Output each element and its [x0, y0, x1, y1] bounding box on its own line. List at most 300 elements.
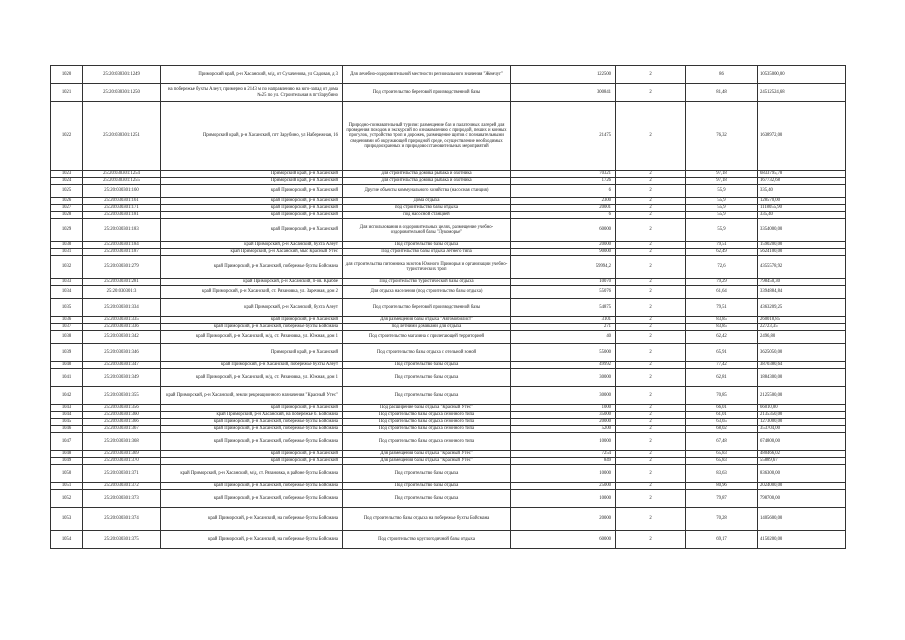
cadastral-value-cell: 5624100,00: [758, 249, 846, 256]
category-cell: 2: [616, 171, 686, 178]
address-cell: край Приморский, р-н Хасанский: [161, 317, 343, 324]
table-row: [51, 185, 846, 198]
row-number-cell: 1022: [51, 102, 83, 171]
cadastral-value-cell: 480466,02: [758, 451, 846, 458]
cadastral-value-cell: 260018,85: [758, 317, 846, 324]
permitted-use-cell: Под строительство базы отдыха: [343, 362, 511, 369]
category-cell: 2: [616, 369, 686, 387]
category-cell: 2: [616, 405, 686, 412]
row-number-cell: 1020: [51, 66, 83, 84]
address-cell: край Приморский, р-н Хасанский, на побережье б. Бойсмана: [161, 412, 343, 419]
cadastral-number-cell: 25:20:030301:334: [83, 299, 161, 317]
area-cell: 20000: [511, 508, 616, 531]
cadastral-value-cell: 4363209,25: [758, 299, 846, 317]
table-row: [51, 324, 846, 331]
cadastral-value-cell: 2125500,00: [758, 387, 846, 405]
category-cell: 2: [616, 419, 686, 426]
address-cell: край Приморский, р-н Хасанский: [161, 458, 343, 465]
row-number-cell: 1041: [51, 369, 83, 387]
cadastral-value-cell: 24512524,68: [758, 84, 846, 102]
category-cell: 2: [616, 279, 686, 286]
address-cell: край Приморский, р-н Хасанский: [161, 185, 343, 198]
cadastral-number-cell: 25:20:030301:1255: [83, 178, 161, 185]
address-cell: край Приморский, р-н Хасанский: [161, 198, 343, 205]
address-cell: край Приморский, р-н Хасанский, на побережье бухты Бойсмана: [161, 531, 343, 549]
specific-value-cell: 81,48: [686, 84, 758, 102]
permitted-use-cell: под насосной станцией: [343, 212, 511, 219]
area-cell: 3101: [511, 317, 616, 324]
table-body: [51, 66, 846, 549]
area-cell: 1726: [511, 178, 616, 185]
cadastral-number-cell: 25:20:030301:161: [83, 198, 161, 205]
table-row: [51, 387, 846, 405]
cadastral-number-cell: 25:20:030301:1250: [83, 84, 161, 102]
table-row: [51, 405, 846, 412]
specific-value-cell: 55,9: [686, 185, 758, 198]
cadastral-value-cell: 3625050,00: [758, 344, 846, 362]
cadastral-number-cell: 25:20:030301:374: [83, 508, 161, 531]
address-cell: край Приморский, р-н Хасанский, побережье бухты Бойсмана: [161, 324, 343, 331]
specific-value-cell: 97,18: [686, 171, 758, 178]
table-row: [51, 171, 846, 178]
address-cell: Приморский край, р-н Хасанский: [161, 171, 343, 178]
category-cell: 2: [616, 185, 686, 198]
specific-value-cell: 67,48: [686, 433, 758, 451]
area-cell: 6: [511, 212, 616, 219]
address-cell: край Приморский, р-н Хасанский, бухта Алеут: [161, 242, 343, 249]
specific-value-cell: 61,64: [686, 286, 758, 299]
permitted-use-cell: для строительства домика рыбака и охотника: [343, 178, 511, 185]
cadastral-value-cell: 1884300,00: [758, 369, 846, 387]
address-cell: край Приморский, р-н Хасанский, побережье бухты Бойсмана: [161, 256, 343, 279]
row-number-cell: 1052: [51, 490, 83, 508]
cadastral-number-cell: 25:20:030301:349: [83, 369, 161, 387]
address-cell: край Приморский, р-н Хасанский, побережье бухты Бойсмана: [161, 490, 343, 508]
cadastral-number-cell: 25:20:030301:369: [83, 451, 161, 458]
category-cell: 2: [616, 212, 686, 219]
row-number-cell: 1024: [51, 178, 83, 185]
cadastral-value-cell: 3354000,00: [758, 219, 846, 242]
row-number-cell: 1051: [51, 483, 83, 490]
row-number-cell: 1042: [51, 387, 83, 405]
permitted-use-cell: Под строительство базы отдыха: [343, 369, 511, 387]
permitted-use-cell: Под расширение базы отдыха "Красный Утес": [343, 405, 511, 412]
area-cell: 10000: [511, 465, 616, 483]
table-row: [51, 490, 846, 508]
specific-value-cell: 80,96: [686, 483, 758, 490]
row-number-cell: 1029: [51, 219, 83, 242]
area-cell: 6: [511, 185, 616, 198]
address-cell: Приморский край, р-н Хасанский, пгт Зарубино, ул Набережная, 16: [161, 102, 343, 171]
specific-value-cell: 97,18: [686, 178, 758, 185]
table-row: [51, 249, 846, 256]
row-number-cell: 1048: [51, 451, 83, 458]
cadastral-number-cell: 25:20:030301:375: [83, 531, 161, 549]
permitted-use-cell: Под строительство круглогодичной базы отдыха: [343, 531, 511, 549]
table-row: [51, 242, 846, 249]
permitted-use-cell: Под строительство базы отдыха летнего типа: [343, 249, 511, 256]
row-number-cell: 1036: [51, 317, 83, 324]
address-cell: край Приморский, р-н Хасанский, побережье бухты Бойсмана: [161, 426, 343, 433]
cadastral-number-cell: 25:20:030301:370: [83, 458, 161, 465]
cadastral-number-cell: 25:20:030301:1249: [83, 66, 161, 84]
area-cell: 1000: [511, 405, 616, 412]
category-cell: 2: [616, 344, 686, 362]
table-row: [51, 178, 846, 185]
area-cell: 10070: [511, 279, 616, 286]
row-number-cell: 1044: [51, 412, 83, 419]
cadastral-value-cell: 4150200,00: [758, 531, 846, 549]
row-number-cell: 1034: [51, 286, 83, 299]
category-cell: 2: [616, 102, 686, 171]
specific-value-cell: 63,65: [686, 419, 758, 426]
area-cell: 60000: [511, 531, 616, 549]
cadastral-number-cell: 25:20:030301:335: [83, 317, 161, 324]
cadastral-value-cell: 798450,30: [758, 279, 846, 286]
cadastral-number-cell: 25:20:030301:160: [83, 185, 161, 198]
specific-value-cell: 83,85: [686, 324, 758, 331]
table-row: [51, 419, 846, 426]
address-cell: на побережье бухты Алеут, примерно в 2143 м по направлению на юго-запад от дома №25 по ул. Строительная в пгтЗарубино: [161, 84, 343, 102]
address-cell: край Приморский, р-н Хасанский: [161, 451, 343, 458]
cadastral-value-cell: 167732,68: [758, 178, 846, 185]
row-number-cell: 1047: [51, 433, 83, 451]
row-number-cell: 1038: [51, 331, 83, 344]
permitted-use-cell: Под строительство базы отдыха сезонного типа: [343, 412, 511, 419]
cadastral-number-cell: 25:20:030301:356: [83, 405, 161, 412]
permitted-use-cell: Под строительство базы отдыха: [343, 490, 511, 508]
permitted-use-cell: Под строительство базы отдыха: [343, 483, 511, 490]
category-cell: 2: [616, 483, 686, 490]
cadastral-number-cell: 25:20:030301:355: [83, 387, 161, 405]
permitted-use-cell: Для отдыха населения (под строительство базы отдыха): [343, 286, 511, 299]
category-cell: 2: [616, 219, 686, 242]
row-number-cell: 1031: [51, 249, 83, 256]
cadastral-number-cell: 25:20:030301:279: [83, 256, 161, 279]
permitted-use-cell: Для размещения базы отдыха "Автомобилист": [343, 317, 511, 324]
area-cell: 10000: [511, 433, 616, 451]
area-cell: 5200: [511, 426, 616, 433]
table-row: [51, 331, 846, 344]
category-cell: 2: [616, 458, 686, 465]
document-page: [50, 65, 845, 549]
cadastral-value-cell: 10535000,00: [758, 66, 846, 84]
row-number-cell: 1021: [51, 84, 83, 102]
cadastral-number-cell: 25:20:030301:1254: [83, 171, 161, 178]
category-cell: 2: [616, 286, 686, 299]
cadastral-number-cell: 25:20:030301:368: [83, 433, 161, 451]
address-cell: край Приморский, р-н Хасанский, побережье бухты Бойсмана: [161, 483, 343, 490]
cadastral-number-cell: 25:20:030301:183: [83, 219, 161, 242]
address-cell: Приморский край, р-н Хасанский: [161, 344, 343, 362]
category-cell: 2: [616, 465, 686, 483]
address-cell: край Приморский, р-н Хасанский: [161, 212, 343, 219]
row-number-cell: 1032: [51, 256, 83, 279]
area-cell: 55076: [511, 286, 616, 299]
table-row: [51, 451, 846, 458]
category-cell: 2: [616, 317, 686, 324]
cadastral-number-cell: 25:20:030301:281: [83, 279, 161, 286]
category-cell: 2: [616, 299, 686, 317]
specific-value-cell: 55,9: [686, 205, 758, 212]
row-number-cell: 1026: [51, 198, 83, 205]
cadastral-number-cell: 25:20:030301:3: [83, 286, 161, 299]
cadastral-value-cell: 55889,67: [758, 458, 846, 465]
category-cell: 2: [616, 490, 686, 508]
permitted-use-cell: под летними домиками для отдыха: [343, 324, 511, 331]
table-row: [51, 483, 846, 490]
area-cell: 122500: [511, 66, 616, 84]
area-cell: 70321: [511, 171, 616, 178]
cadastral-value-table: [50, 65, 846, 549]
specific-value-cell: 83,63: [686, 465, 758, 483]
specific-value-cell: 55,9: [686, 212, 758, 219]
row-number-cell: 1030: [51, 242, 83, 249]
table-row: [51, 508, 846, 531]
table-row: [51, 369, 846, 387]
row-number-cell: 1046: [51, 426, 83, 433]
cadastral-value-cell: 1590200,00: [758, 242, 846, 249]
table-row: [51, 458, 846, 465]
address-cell: край Приморский, р-н Хасанский, м/д, ст. Рязановка, ул. Южная, дом 1: [161, 331, 343, 344]
category-cell: 2: [616, 531, 686, 549]
permitted-use-cell: Под строительство береговой производственной базы: [343, 84, 511, 102]
category-cell: 2: [616, 84, 686, 102]
area-cell: 49992: [511, 362, 616, 369]
specific-value-cell: 65,83: [686, 451, 758, 458]
cadastral-number-cell: 25:20:030301:336: [83, 324, 161, 331]
specific-value-cell: 79,29: [686, 279, 758, 286]
address-cell: край Приморский, р-н Хасанский, побережье бухты Бойсмана: [161, 433, 343, 451]
permitted-use-cell: Под строительство базы отдыха сезонного типа: [343, 433, 511, 451]
permitted-use-cell: Для лечебно-оздоровительной местности регионального значения "Жемчуг": [343, 66, 511, 84]
row-number-cell: 1039: [51, 344, 83, 362]
specific-value-cell: 68,02: [686, 426, 758, 433]
area-cell: 30000: [511, 369, 616, 387]
table-row: [51, 219, 846, 242]
permitted-use-cell: Под строительство базы отдыха: [343, 242, 511, 249]
area-cell: 21475: [511, 102, 616, 171]
area-cell: 10000: [511, 490, 616, 508]
specific-value-cell: 62,81: [686, 369, 758, 387]
table-row: [51, 102, 846, 171]
permitted-use-cell: Для размещения базы отдыха "Красный Утес": [343, 458, 511, 465]
row-number-cell: 1045: [51, 419, 83, 426]
category-cell: 2: [616, 508, 686, 531]
table-row: [51, 66, 846, 84]
permitted-use-cell: Под строительство базы отдыха: [343, 387, 511, 405]
address-cell: край Приморский, р-н Хасанский: [161, 205, 343, 212]
specific-value-cell: 65,83: [686, 458, 758, 465]
permitted-use-cell: Под строительство туристической базы отдыха: [343, 279, 511, 286]
address-cell: край Приморский, р-н Хасанский, побережье бухты Бойсмана: [161, 419, 343, 426]
address-cell: край Приморский, р-н Хасанский, м/д, ст. Рязановка, ул. Южная, дом 1: [161, 369, 343, 387]
cadastral-value-cell: 1118055,90: [758, 205, 846, 212]
table-row: [51, 317, 846, 324]
permitted-use-cell: Природно-познавательный туризм: размещение баз и палаточных лагерей для проведения походов и экскурсий по ознакомлению с природой, пеших и конных прогулок, устройство троп и дорожек, размещение щитов с познавательными сведениями об окружающей природной среде, осуществление необходимых природоохранных и природовосстановительных мероприятий: [343, 102, 511, 171]
row-number-cell: 1049: [51, 458, 83, 465]
table-row: [51, 205, 846, 212]
area-cell: 54875: [511, 299, 616, 317]
specific-value-cell: 76,32: [686, 102, 758, 171]
address-cell: край Приморский, р-н Хасанский, м/д, ст. Рязановка, в районе бухты Бойсмана: [161, 465, 343, 483]
row-number-cell: 1037: [51, 324, 83, 331]
specific-value-cell: 79,51: [686, 242, 758, 249]
cadastral-value-cell: 353704,00: [758, 426, 846, 433]
address-cell: край Приморский, р-н Хасанский, земли рекреационного назначения "Красный Утес": [161, 387, 343, 405]
table-row: [51, 531, 846, 549]
permitted-use-cell: Под строительство базы отдыха на побережье бухты Бойсмана: [343, 508, 511, 531]
address-cell: край Приморский, р-н Хасанский: [161, 219, 343, 242]
category-cell: 2: [616, 387, 686, 405]
cadastral-value-cell: 2496,80: [758, 331, 846, 344]
cadastral-number-cell: 25:20:030301:373: [83, 490, 161, 508]
cadastral-value-cell: 2024000,00: [758, 483, 846, 490]
row-number-cell: 1025: [51, 185, 83, 198]
row-number-cell: 1043: [51, 405, 83, 412]
table-row: [51, 412, 846, 419]
specific-value-cell: 55,9: [686, 219, 758, 242]
specific-value-cell: 72,6: [686, 256, 758, 279]
area-cell: 849: [511, 458, 616, 465]
row-number-cell: 1053: [51, 508, 83, 531]
row-number-cell: 1035: [51, 299, 83, 317]
permitted-use-cell: для строительства домика рыбака и охотника: [343, 171, 511, 178]
cadastral-value-cell: 22723,35: [758, 324, 846, 331]
row-number-cell: 1033: [51, 279, 83, 286]
cadastral-value-cell: 3870380,64: [758, 362, 846, 369]
category-cell: 2: [616, 362, 686, 369]
table-row: [51, 256, 846, 279]
table-row: [51, 465, 846, 483]
cadastral-value-cell: 6833795,78: [758, 171, 846, 178]
category-cell: 2: [616, 178, 686, 185]
area-cell: 55000: [511, 344, 616, 362]
cadastral-number-cell: 25:20:030301:171: [83, 205, 161, 212]
specific-value-cell: 62,49: [686, 249, 758, 256]
specific-value-cell: 66,01: [686, 405, 758, 412]
permitted-use-cell: Дома отдыха: [343, 198, 511, 205]
permitted-use-cell: Для использования в оздоровительных целях, размещение учебно-оздоровительной базы "Лукоморье": [343, 219, 511, 242]
category-cell: 2: [616, 426, 686, 433]
permitted-use-cell: Под строительство магазина с прилегающей территорией: [343, 331, 511, 344]
area-cell: 30000: [511, 387, 616, 405]
cadastral-number-cell: 25:20:030301:347: [83, 362, 161, 369]
cadastral-number-cell: 25:20:030301:342: [83, 331, 161, 344]
permitted-use-cell: Другие объекты коммунального хозяйства (насосная станция): [343, 185, 511, 198]
area-cell: 20000: [511, 242, 616, 249]
table-row: [51, 299, 846, 317]
row-number-cell: 1050: [51, 465, 83, 483]
area-cell: 40: [511, 331, 616, 344]
cadastral-value-cell: 674800,00: [758, 433, 846, 451]
cadastral-value-cell: 1405600,00: [758, 508, 846, 531]
address-cell: край Приморский, р-н Хасанский, на побережье бухты Бойсмана: [161, 508, 343, 531]
cadastral-value-cell: 798700,00: [758, 490, 846, 508]
area-cell: 20000: [511, 419, 616, 426]
area-cell: 35000: [511, 412, 616, 419]
cadastral-number-cell: 25:20:030301:1251: [83, 102, 161, 171]
cadastral-number-cell: 25:20:030301:184: [83, 242, 161, 249]
cadastral-value-cell: 1638972,00: [758, 102, 846, 171]
cadastral-number-cell: 25:20:030301:366: [83, 419, 161, 426]
cadastral-number-cell: 25:20:030301:346: [83, 344, 161, 362]
cadastral-value-cell: 3394884,84: [758, 286, 846, 299]
table-row: [51, 433, 846, 451]
cadastral-value-cell: 335,40: [758, 185, 846, 198]
table-row: [51, 279, 846, 286]
permitted-use-cell: Под строительство береговой производственной базы: [343, 299, 511, 317]
category-cell: 2: [616, 242, 686, 249]
category-cell: 2: [616, 205, 686, 212]
row-number-cell: 1040: [51, 362, 83, 369]
row-number-cell: 1054: [51, 531, 83, 549]
address-cell: край Приморский, р-н Хасанский, мыс Красный Утес: [161, 249, 343, 256]
cadastral-number-cell: 25:20:030301:372: [83, 483, 161, 490]
address-cell: край Приморский, р-н Хасанский, ст. Рязановка, ул. Заречная, дом 2: [161, 286, 343, 299]
category-cell: 2: [616, 412, 686, 419]
cadastral-value-cell: 335,40: [758, 212, 846, 219]
category-cell: 2: [616, 256, 686, 279]
cadastral-number-cell: 25:20:030301:367: [83, 426, 161, 433]
address-cell: Приморский край, р-н Хасанский, м/д, от Сухаченова, ул Садовая, д 3: [161, 66, 343, 84]
cadastral-value-cell: 1273000,00: [758, 419, 846, 426]
table-row: [51, 426, 846, 433]
row-number-cell: 1027: [51, 205, 83, 212]
permitted-use-cell: Под строительство базы отдыха сезонного типа: [343, 426, 511, 433]
area-cell: 60000: [511, 219, 616, 242]
address-cell: край Приморский, р-н Хасанский: [161, 405, 343, 412]
address-cell: край Приморский, р-н Хасанский, бухта Алеут: [161, 299, 343, 317]
specific-value-cell: 83,85: [686, 317, 758, 324]
permitted-use-cell: для строительства питомника экзотов Южного Приморья и организации учебно-туристических троп: [343, 256, 511, 279]
table-row: [51, 362, 846, 369]
area-cell: 25000: [511, 483, 616, 490]
cadastral-value-cell: 836300,00: [758, 465, 846, 483]
cadastral-value-cell: 66010,00: [758, 405, 846, 412]
area-cell: 271: [511, 324, 616, 331]
row-number-cell: 1023: [51, 171, 83, 178]
specific-value-cell: 77,42: [686, 362, 758, 369]
cadastral-value-cell: 4355578,92: [758, 256, 846, 279]
category-cell: 2: [616, 249, 686, 256]
cadastral-value-cell: 128570,00: [758, 198, 846, 205]
permitted-use-cell: Под строительство базы отдыха с отельной зоной: [343, 344, 511, 362]
permitted-use-cell: Для размещения базы отдыха "Красный Утес": [343, 451, 511, 458]
specific-value-cell: 79,51: [686, 299, 758, 317]
address-cell: край Приморский, р-н Хасанский, побережье бухты Алеут: [161, 362, 343, 369]
permitted-use-cell: под строительство базы отдыха: [343, 205, 511, 212]
table-row: [51, 344, 846, 362]
address-cell: край Приморский, р-н Хасанский, п-ов. Краббе: [161, 279, 343, 286]
area-cell: 90000: [511, 249, 616, 256]
cadastral-number-cell: 25:20:030301:181: [83, 212, 161, 219]
category-cell: 2: [616, 324, 686, 331]
cadastral-number-cell: 25:20:030301:371: [83, 465, 161, 483]
specific-value-cell: 86: [686, 66, 758, 84]
area-cell: 59994,2: [511, 256, 616, 279]
category-cell: 2: [616, 331, 686, 344]
category-cell: 2: [616, 433, 686, 451]
table-row: [51, 84, 846, 102]
area-cell: 2300: [511, 198, 616, 205]
category-cell: 2: [616, 451, 686, 458]
permitted-use-cell: Под строительство базы отдыха сезонного типа: [343, 419, 511, 426]
specific-value-cell: 70,85: [686, 387, 758, 405]
category-cell: 2: [616, 198, 686, 205]
specific-value-cell: 65,91: [686, 344, 758, 362]
area-cell: 300841: [511, 84, 616, 102]
